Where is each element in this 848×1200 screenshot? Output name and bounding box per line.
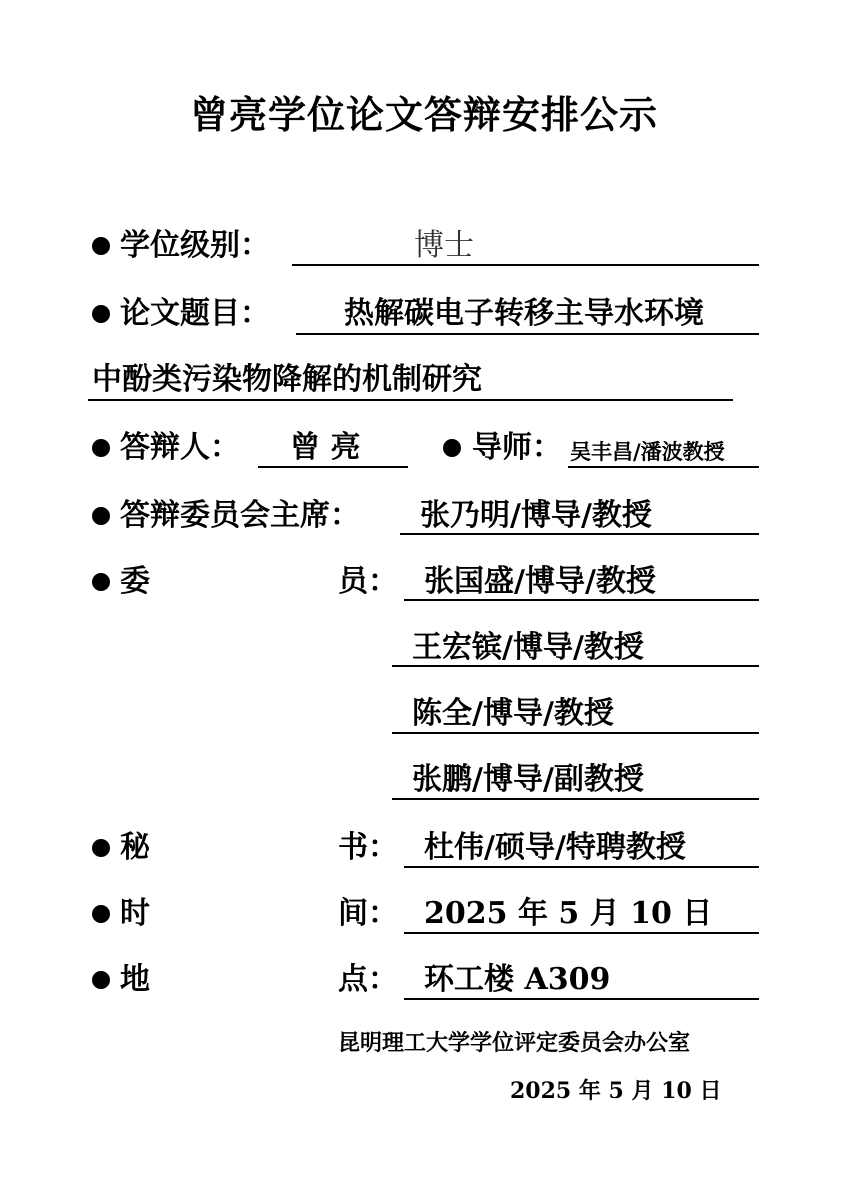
page-title: 曾亮学位论文答辩安排公示 — [189, 93, 658, 137]
place-underline — [404, 998, 759, 1000]
defender-value: 曾 亮 — [290, 430, 361, 465]
chair-underline — [400, 533, 759, 535]
member-item: 陈全/博导/教授 — [412, 696, 614, 731]
thesis-label: 论文题目： — [120, 296, 270, 331]
member-underline — [392, 798, 759, 800]
secretary-underline — [404, 866, 759, 868]
time-underline — [404, 932, 759, 934]
secretary-label-right: 书： — [338, 830, 398, 865]
thesis-title-line2: 中酚类污染物降解的机制研究 — [92, 362, 482, 397]
secretary-value: 杜伟/硕导/特聘教授 — [424, 830, 686, 865]
place-label-left: 地 — [120, 962, 150, 997]
member-underline — [392, 665, 759, 667]
bullet-icon — [92, 839, 110, 857]
time-label-right: 间： — [338, 896, 398, 931]
thesis-underline-1 — [296, 333, 759, 335]
place-value: 环工楼 A309 — [424, 962, 611, 997]
degree-underline — [292, 264, 759, 266]
bullet-icon — [443, 439, 461, 457]
thesis-title-line1: 热解碳电子转移主导水环境 — [344, 296, 704, 331]
bullet-icon — [92, 305, 110, 323]
degree-label: 学位级别： — [120, 228, 270, 263]
degree-value: 博士 — [414, 228, 474, 263]
advisor-label: 导师： — [472, 430, 562, 465]
bullet-icon — [92, 507, 110, 525]
advisor-underline — [568, 466, 759, 468]
member-underline — [404, 599, 759, 601]
member-item: 张国盛/博导/教授 — [424, 564, 656, 599]
advisor-value: 吴丰昌/潘波教授 — [570, 439, 725, 464]
member-item: 王宏镔/博导/教授 — [412, 630, 644, 665]
thesis-underline-2 — [88, 399, 733, 401]
bullet-icon — [92, 905, 110, 923]
bullet-icon — [92, 439, 110, 457]
members-label-left: 委 — [120, 564, 150, 599]
bullet-icon — [92, 237, 110, 255]
bullet-icon — [92, 573, 110, 591]
footer-date: 2025 年 5 月 10 日 — [510, 1078, 722, 1104]
chair-value: 张乃明/博导/教授 — [420, 498, 652, 533]
place-label-right: 点： — [338, 962, 398, 997]
time-value: 2025 年 5 月 10 日 — [424, 896, 713, 931]
member-item: 张鹏/博导/副教授 — [412, 762, 644, 797]
chair-label: 答辩委员会主席： — [120, 498, 360, 533]
defender-label: 答辩人： — [120, 430, 240, 465]
member-underline — [392, 732, 759, 734]
defender-underline — [258, 466, 408, 468]
members-label-right: 员： — [338, 564, 398, 599]
time-label-left: 时 — [120, 896, 150, 931]
footer-org: 昆明理工大学学位评定委员会办公室 — [338, 1030, 691, 1056]
secretary-label-left: 秘 — [120, 830, 150, 865]
bullet-icon — [92, 971, 110, 989]
